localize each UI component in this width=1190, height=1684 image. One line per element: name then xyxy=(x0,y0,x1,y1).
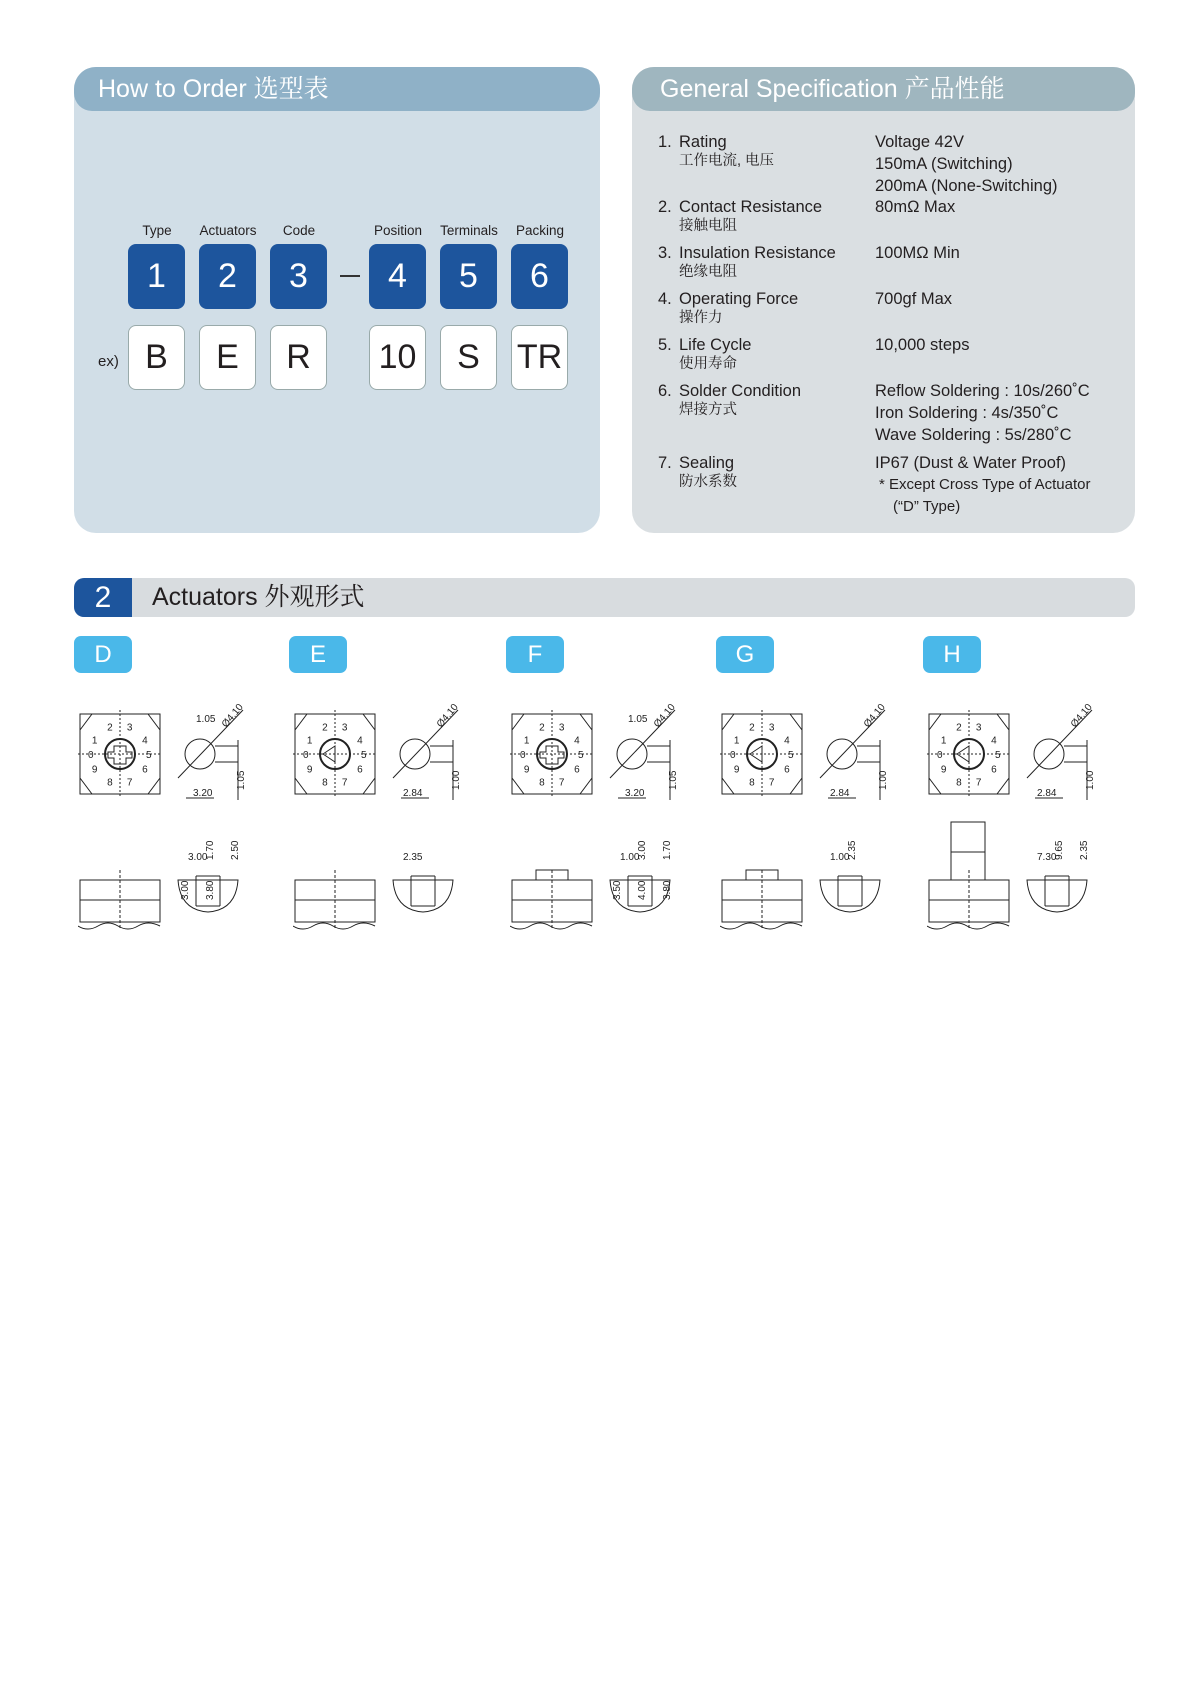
spec-value: Reflow Soldering : 10s/260˚C xyxy=(875,382,1090,400)
dimension-label: 2.35 xyxy=(1079,840,1090,860)
dimension-label: 9.65 xyxy=(1054,840,1065,860)
spec-values xyxy=(875,196,955,218)
spec-name: Insulation Resistance xyxy=(679,244,836,262)
dial-number: 8 xyxy=(956,777,962,789)
spec-values xyxy=(875,131,1058,197)
dial-number: 6 xyxy=(357,764,363,776)
dial-number: 3 xyxy=(768,722,775,734)
example-packing: TR xyxy=(511,325,568,390)
dimension-label: 3.20 xyxy=(193,788,213,799)
dial-number: 9 xyxy=(306,764,313,776)
dimension-label: 1.00 xyxy=(830,852,850,863)
spec-name: Operating Force xyxy=(679,290,799,308)
actuator-drawing-f xyxy=(510,700,725,935)
dimension-label: 4.00 xyxy=(637,880,648,900)
dial-number: 9 xyxy=(733,764,740,776)
spec-number: 6. xyxy=(658,382,672,400)
dimension-label: 1.05 xyxy=(628,714,648,725)
actuator-drawing-d xyxy=(78,700,293,935)
dimension-label: 3.20 xyxy=(625,788,645,799)
dimension-label: 1.70 xyxy=(662,840,673,860)
actuator-drawing-g xyxy=(720,700,935,935)
spec-name-chinese: 工作电流, 电压 xyxy=(679,153,775,169)
actuator-drawing-e xyxy=(293,700,508,935)
dial-number: 5 xyxy=(995,750,1001,761)
spec-number: 4. xyxy=(658,290,672,308)
dimension-label: Ø4.10 xyxy=(651,701,678,730)
code-box-3: 3 xyxy=(270,244,327,309)
dial-number: 7 xyxy=(341,777,348,789)
actuator-badge-h: H xyxy=(923,636,981,673)
dimension-label: 1.05 xyxy=(196,714,216,725)
actuator-badge-g: G xyxy=(716,636,774,673)
dial-number: 9 xyxy=(91,764,98,776)
spec-number: 1. xyxy=(658,133,672,151)
spec-value: 100MΩ Min xyxy=(875,244,960,262)
column-label-type: Type xyxy=(142,223,172,238)
dimension-label: 1.05 xyxy=(668,770,679,790)
dial-number: 8 xyxy=(539,777,545,789)
spec-number: 5. xyxy=(658,336,672,354)
actuators-section-header xyxy=(74,578,1135,617)
dial-number: 2 xyxy=(749,722,755,734)
dimension-label: 2.84 xyxy=(403,788,423,799)
spec-name: Contact Resistance xyxy=(679,198,823,216)
dial-number: 6 xyxy=(991,764,997,776)
dimension-label: Ø4.10 xyxy=(219,701,246,730)
dimension-label: 3.00 xyxy=(180,880,191,900)
spec-value: 150mA (Switching) xyxy=(875,155,1013,173)
dimension-label: 3.00 xyxy=(637,840,648,860)
actuator-drawing-svg xyxy=(78,700,293,935)
dimension-label: 1.70 xyxy=(205,840,216,860)
dial-number: 1 xyxy=(91,735,98,747)
example-position: 10 xyxy=(369,325,426,390)
dial-number: 7 xyxy=(126,777,133,789)
actuator-badge-d: D xyxy=(74,636,132,673)
spec-values xyxy=(875,288,952,310)
spec-values xyxy=(875,380,1090,446)
spec-value: Wave Soldering : 5s/280˚C xyxy=(875,426,1072,444)
dial-number: 1 xyxy=(940,735,947,747)
dial-number: 0 xyxy=(303,750,309,761)
dimension-label: 3.00 xyxy=(188,852,208,863)
dimension-label: Ø4.10 xyxy=(861,701,888,730)
dial-number: 8 xyxy=(107,777,113,789)
spec-value: 10,000 steps xyxy=(875,336,970,354)
spec-value: 80mΩ Max xyxy=(875,198,956,216)
general-specification-panel xyxy=(632,67,1135,533)
dimension-label: 7.30 xyxy=(1037,852,1057,863)
dimension-label: 2.50 xyxy=(230,840,241,860)
dial-number: 1 xyxy=(733,735,740,747)
example-label: ex) xyxy=(98,353,119,370)
spec-value: Voltage 42V xyxy=(875,133,964,151)
dimension-label: 3.50 xyxy=(612,880,623,900)
code-box-5: 5 xyxy=(440,244,497,309)
spec-values xyxy=(875,334,970,356)
code-box-2: 2 xyxy=(199,244,256,309)
dimension-label: 3.80 xyxy=(662,880,673,900)
actuator-badge-f: F xyxy=(506,636,564,673)
spec-name-chinese: 焊接方式 xyxy=(679,402,737,418)
dial-number: 3 xyxy=(126,722,133,734)
dial-number: 6 xyxy=(142,764,148,776)
dial-number: 4 xyxy=(991,735,997,747)
side-view xyxy=(720,870,880,929)
dial-number: 3 xyxy=(975,722,982,734)
dial-number: 1 xyxy=(523,735,530,747)
dial-number: 4 xyxy=(357,735,363,747)
dial-number: 2 xyxy=(539,722,545,734)
side-view xyxy=(293,870,453,929)
dial-number: 0 xyxy=(937,750,943,761)
spec-values xyxy=(875,242,960,264)
dimension-label: Ø4.10 xyxy=(434,701,461,730)
section-title: Actuators 外观形式 xyxy=(152,583,365,611)
dial-number: 3 xyxy=(341,722,348,734)
dial-number: 5 xyxy=(578,750,584,761)
dimension-label: 1.05 xyxy=(236,770,247,790)
actuator-badge-e: E xyxy=(289,636,347,673)
spec-value: Iron Soldering : 4s/350˚C xyxy=(875,404,1059,422)
spec-number: 2. xyxy=(658,198,672,216)
actuator-drawing-svg xyxy=(927,700,1142,935)
spec-note: (“D” Type) xyxy=(893,498,961,515)
spec-note: * Except Cross Type of Actuator xyxy=(879,476,1091,493)
code-box-4: 4 xyxy=(369,244,426,309)
dial-number: 2 xyxy=(956,722,962,734)
spec-name: Sealing xyxy=(679,454,735,472)
dial-number: 3 xyxy=(558,722,565,734)
dial-number: 4 xyxy=(142,735,148,747)
column-label-code: Code xyxy=(282,223,316,238)
dial-number: 7 xyxy=(768,777,775,789)
actuator-drawing-h xyxy=(927,700,1142,935)
spec-name-chinese: 使用寿命 xyxy=(679,356,737,372)
column-label-actuators: Actuators xyxy=(199,223,257,238)
dimension-label: 1.00 xyxy=(620,852,640,863)
spec-value: IP67 (Dust & Water Proof) xyxy=(875,454,1067,472)
dial-number: 9 xyxy=(523,764,530,776)
spec-name-chinese: 防水系数 xyxy=(679,474,737,490)
example-code: R xyxy=(270,325,327,390)
dial-number: 7 xyxy=(975,777,982,789)
spec-name-chinese: 绝缘电阻 xyxy=(679,264,737,280)
spec-name-chinese: 接触电阻 xyxy=(679,218,737,234)
dial-number: 6 xyxy=(784,764,790,776)
dimension-label: 3.80 xyxy=(205,880,216,900)
example-terminals: S xyxy=(440,325,497,390)
actuator-drawing-svg xyxy=(720,700,935,935)
dial-number: 5 xyxy=(788,750,794,761)
dial-number: 2 xyxy=(322,722,328,734)
dial-number: 0 xyxy=(88,750,94,761)
dimension-label: 2.84 xyxy=(830,788,850,799)
dial-number: 2 xyxy=(107,722,113,734)
dial-number: 5 xyxy=(146,750,152,761)
dimension-label: 2.84 xyxy=(1037,788,1057,799)
dimension-label: 2.35 xyxy=(403,852,423,863)
code-box-1: 1 xyxy=(128,244,185,309)
how-to-order-title: How to Order 选型表 xyxy=(74,67,600,111)
code-box-6: 6 xyxy=(511,244,568,309)
how-to-order-panel xyxy=(74,67,600,533)
spec-name: Solder Condition xyxy=(679,382,801,400)
example-type: B xyxy=(128,325,185,390)
dial-number: 0 xyxy=(730,750,736,761)
example-actuator: E xyxy=(199,325,256,390)
actuator-drawing-svg xyxy=(293,700,508,935)
dial-number: 7 xyxy=(558,777,565,789)
spec-value: 700gf Max xyxy=(875,290,953,308)
dial-number: 4 xyxy=(574,735,580,747)
section-number: 2 xyxy=(74,578,132,617)
dial-number: 4 xyxy=(784,735,790,747)
column-label-position: Position xyxy=(373,223,423,238)
dial-number: 1 xyxy=(306,735,313,747)
spec-name: Rating xyxy=(679,133,727,151)
dial-number: 8 xyxy=(749,777,755,789)
dimension-label: Ø4.10 xyxy=(1068,701,1095,730)
general-specification-title: General Specification 产品性能 xyxy=(632,67,1135,111)
spec-number: 7. xyxy=(658,454,672,472)
dimension-label: 2.35 xyxy=(847,840,858,860)
column-label-packing: Packing xyxy=(515,223,565,238)
dial-number: 5 xyxy=(361,750,367,761)
dial-number: 0 xyxy=(520,750,526,761)
dial-number: 6 xyxy=(574,764,580,776)
spec-number: 3. xyxy=(658,244,672,262)
spec-name: Life Cycle xyxy=(679,336,752,354)
actuator-drawing-svg xyxy=(510,700,725,935)
spec-value: 200mA (None-Switching) xyxy=(875,177,1058,195)
code-separator-dash xyxy=(340,275,360,277)
dial-number: 8 xyxy=(322,777,328,789)
dial-number: 9 xyxy=(940,764,947,776)
dimension-label: 1.00 xyxy=(878,770,889,790)
dimension-label: 1.00 xyxy=(1085,770,1096,790)
column-label-terminals: Terminals xyxy=(440,223,498,238)
dimension-label: 1.00 xyxy=(451,770,462,790)
side-view xyxy=(927,822,1087,929)
spec-name-chinese: 操作力 xyxy=(679,310,723,326)
spec-values xyxy=(875,452,1091,518)
